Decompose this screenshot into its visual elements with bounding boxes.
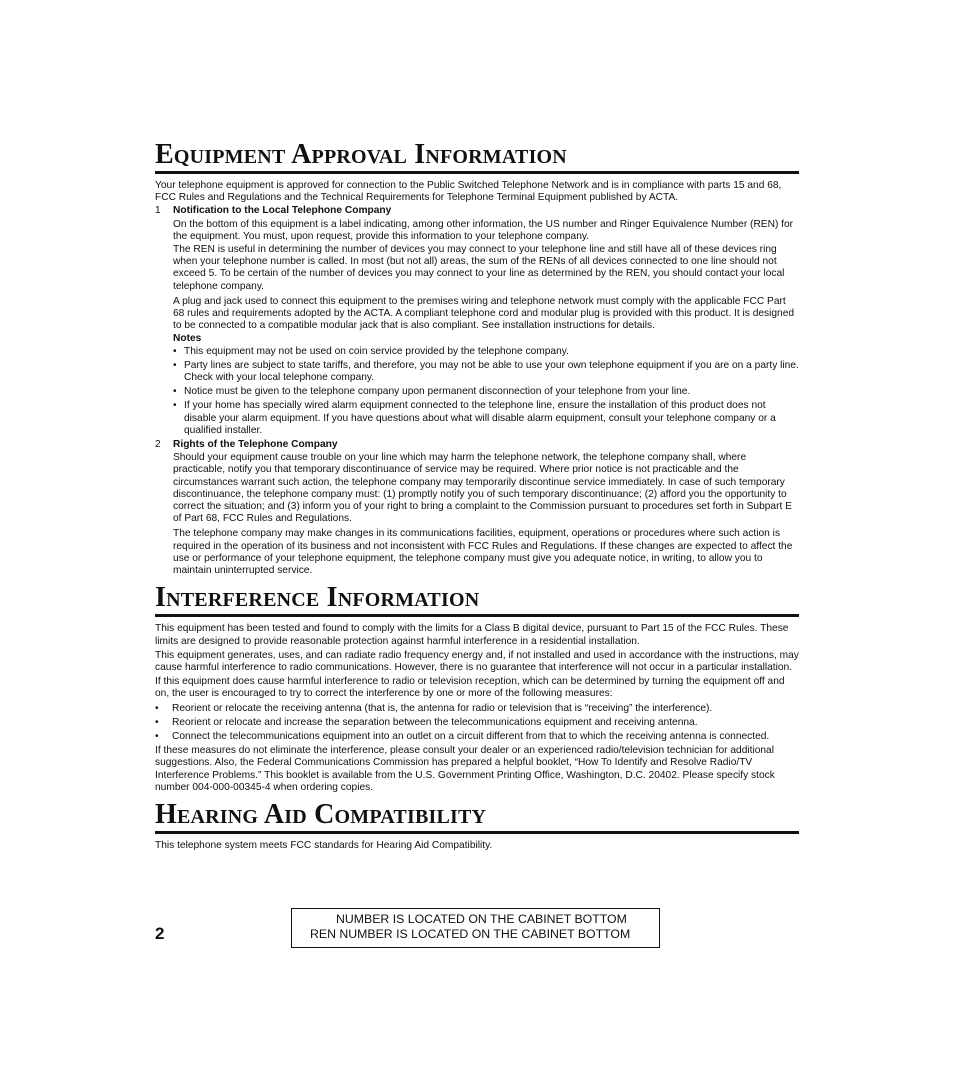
notes-list (173, 346, 799, 437)
notification-title: Notification to the Local Telephone Company (173, 205, 392, 217)
label-line: REN NUMBER IS LOCATED ON THE CABINET BOTTOM (310, 927, 631, 941)
note-item: • If your home has specially wired alarm equipment connected to the telephone line, ensure the installation of this product does not disable your alarm equipment. If you have questions about what will disable alarm equipment, consult your telephone company or a qualified installer. (173, 400, 776, 436)
hearing-aid-paragraph: This telephone system meets FCC standards for Hearing Aid Compatibility. (155, 839, 493, 851)
plug-jack-paragraph: A plug and jack used to connect this equipment to the premises wiring and telephone network must comply with the applicable FCC Part 68 rules and requirements adopted by the ACTA. A compliant telephone cord and modular plug is provided with this product. It is designed to be connected to a compatible modular jack that is also compliant. See installation instructions for details. (173, 295, 795, 332)
notification-paragraph: On the bottom of this equipment is a label indicating, among other information, the US number and Ringer Equivalence Number (REN) for the equipment. You must, upon request, provide this information to your telephone company. (173, 218, 794, 242)
measures-list (155, 703, 799, 744)
changes-paragraph: The telephone company may make changes in its communications facilities, equipment, operations or procedures where such action is required in the operation of its business and not inconsistent with FCC Rules and Regulations. If these changes are expected to affect the use or performance of your telephone equipment, the telephone company must give you adequate notice, in writing, to allow you to maintain uninterrupted service. (173, 528, 793, 577)
notes-title: Notes (173, 333, 202, 345)
item-number: 1 (155, 205, 161, 217)
equipment-approval-heading: Equipment Approval Information (155, 140, 799, 174)
hearing-aid-section (155, 800, 799, 852)
label-line: NUMBER IS LOCATED ON THE CABINET BOTTOM (336, 912, 627, 926)
interference-section (155, 583, 799, 794)
interference-heading: Interference Information (155, 583, 799, 617)
rights-item (155, 439, 799, 577)
notification-item (155, 205, 799, 437)
measure-item: • Connect the telecommunications equipment into an outlet on a circuit different from that to which the receiving antenna is connected. (155, 730, 770, 742)
note-item: • This equipment may not be used on coin service provided by the telephone company. (173, 345, 569, 357)
note-item: • Party lines are subject to state tariffs, and therefore, you may not be able to use your own telephone equipment if you are on a party line. Check with your local telephone company. (173, 359, 799, 384)
interference-paragraph: This equipment generates, uses, and can radiate radio frequency energy and, if not installed and used in accordance with the instructions, may cause harmful interference to radio communications. However, there is no guarantee that interference will not occur in a particular installation. (155, 649, 799, 673)
hearing-aid-heading: Hearing Aid Compatibility (155, 800, 799, 834)
equipment-intro: Your telephone equipment is approved for connection to the Public Switched Telephone Network and is in compliance with parts 15 and 68, FCC Rules and Regulations and the Technical Requirements for Telephone Terminal Equipment published by ACTA. (155, 180, 782, 204)
measure-item: • Reorient or relocate and increase the separation between the telecommunications equipment and receiving antenna. (155, 716, 698, 728)
document-page (155, 140, 799, 852)
measure-item: • Reorient or relocate the receiving antenna (that is, the antenna for radio or television that is “receiving” the interference). (155, 702, 713, 714)
note-item: • Notice must be given to the telephone company upon permanent disconnection of your telephone from your line. (173, 386, 691, 398)
page-number: 2 (155, 924, 165, 943)
interference-paragraph: If this equipment does cause harmful interference to radio or television reception, which can be determined by turning the equipment off and on, the user is encouraged to try to correct the interference by one or more of the following measures: (155, 676, 785, 700)
item-number: 2 (155, 439, 161, 451)
interference-paragraph: If these measures do not eliminate the interference, please consult your dealer or an experienced radio/television technician for additional suggestions. Also, the Federal Communications Commission has prepared a helpful booklet, “How To Identify and Resolve Radio/TV Interference Problems.” This booklet is available from the U.S. Government Printing Office, Washington, D.C. 20402. Please specify stock number 004-000-00345-4 when ordering copies. (155, 745, 775, 793)
cabinet-label-box (291, 908, 660, 948)
rights-title: Rights of the Telephone Company (173, 439, 338, 451)
equipment-approval-section (155, 140, 799, 577)
rights-paragraph: Should your equipment cause trouble on your line which may harm the telephone network, the telephone company shall, where practicable, notify you that temporary discontinuance of service may be required. Where prior notice is not practicable and the circumstances warrant such action, the telephone company may temporarily discontinue service immediately. In case of such temporary discontinuance, the telephone company must: (1) promptly notify you of such temporary discontinuance; (2) afford you the opportunity to correct the situation; and (3) inform you of your right to bring a complaint to the Commission pursuant to procedures set forth in Subpart E of Part 68, FCC Rules and Regulations. (173, 452, 792, 525)
ren-paragraph: The REN is useful in determining the number of devices you may connect to your telephone line and still have all of these devices ring when your telephone number is called. In most (but not all) areas, the sum of the RENs of all devices connected to one line should not exceed 5. To be certain of the number of devices you may connect to your line as determined by the REN, you should contact your local telephone company. (173, 244, 785, 292)
interference-paragraph: This equipment has been tested and found to comply with the limits for a Class B digital device, pursuant to Part 15 of the FCC Rules. These limits are designed to provide reasonable protection against harmful interference in a residential installation. (155, 623, 789, 647)
